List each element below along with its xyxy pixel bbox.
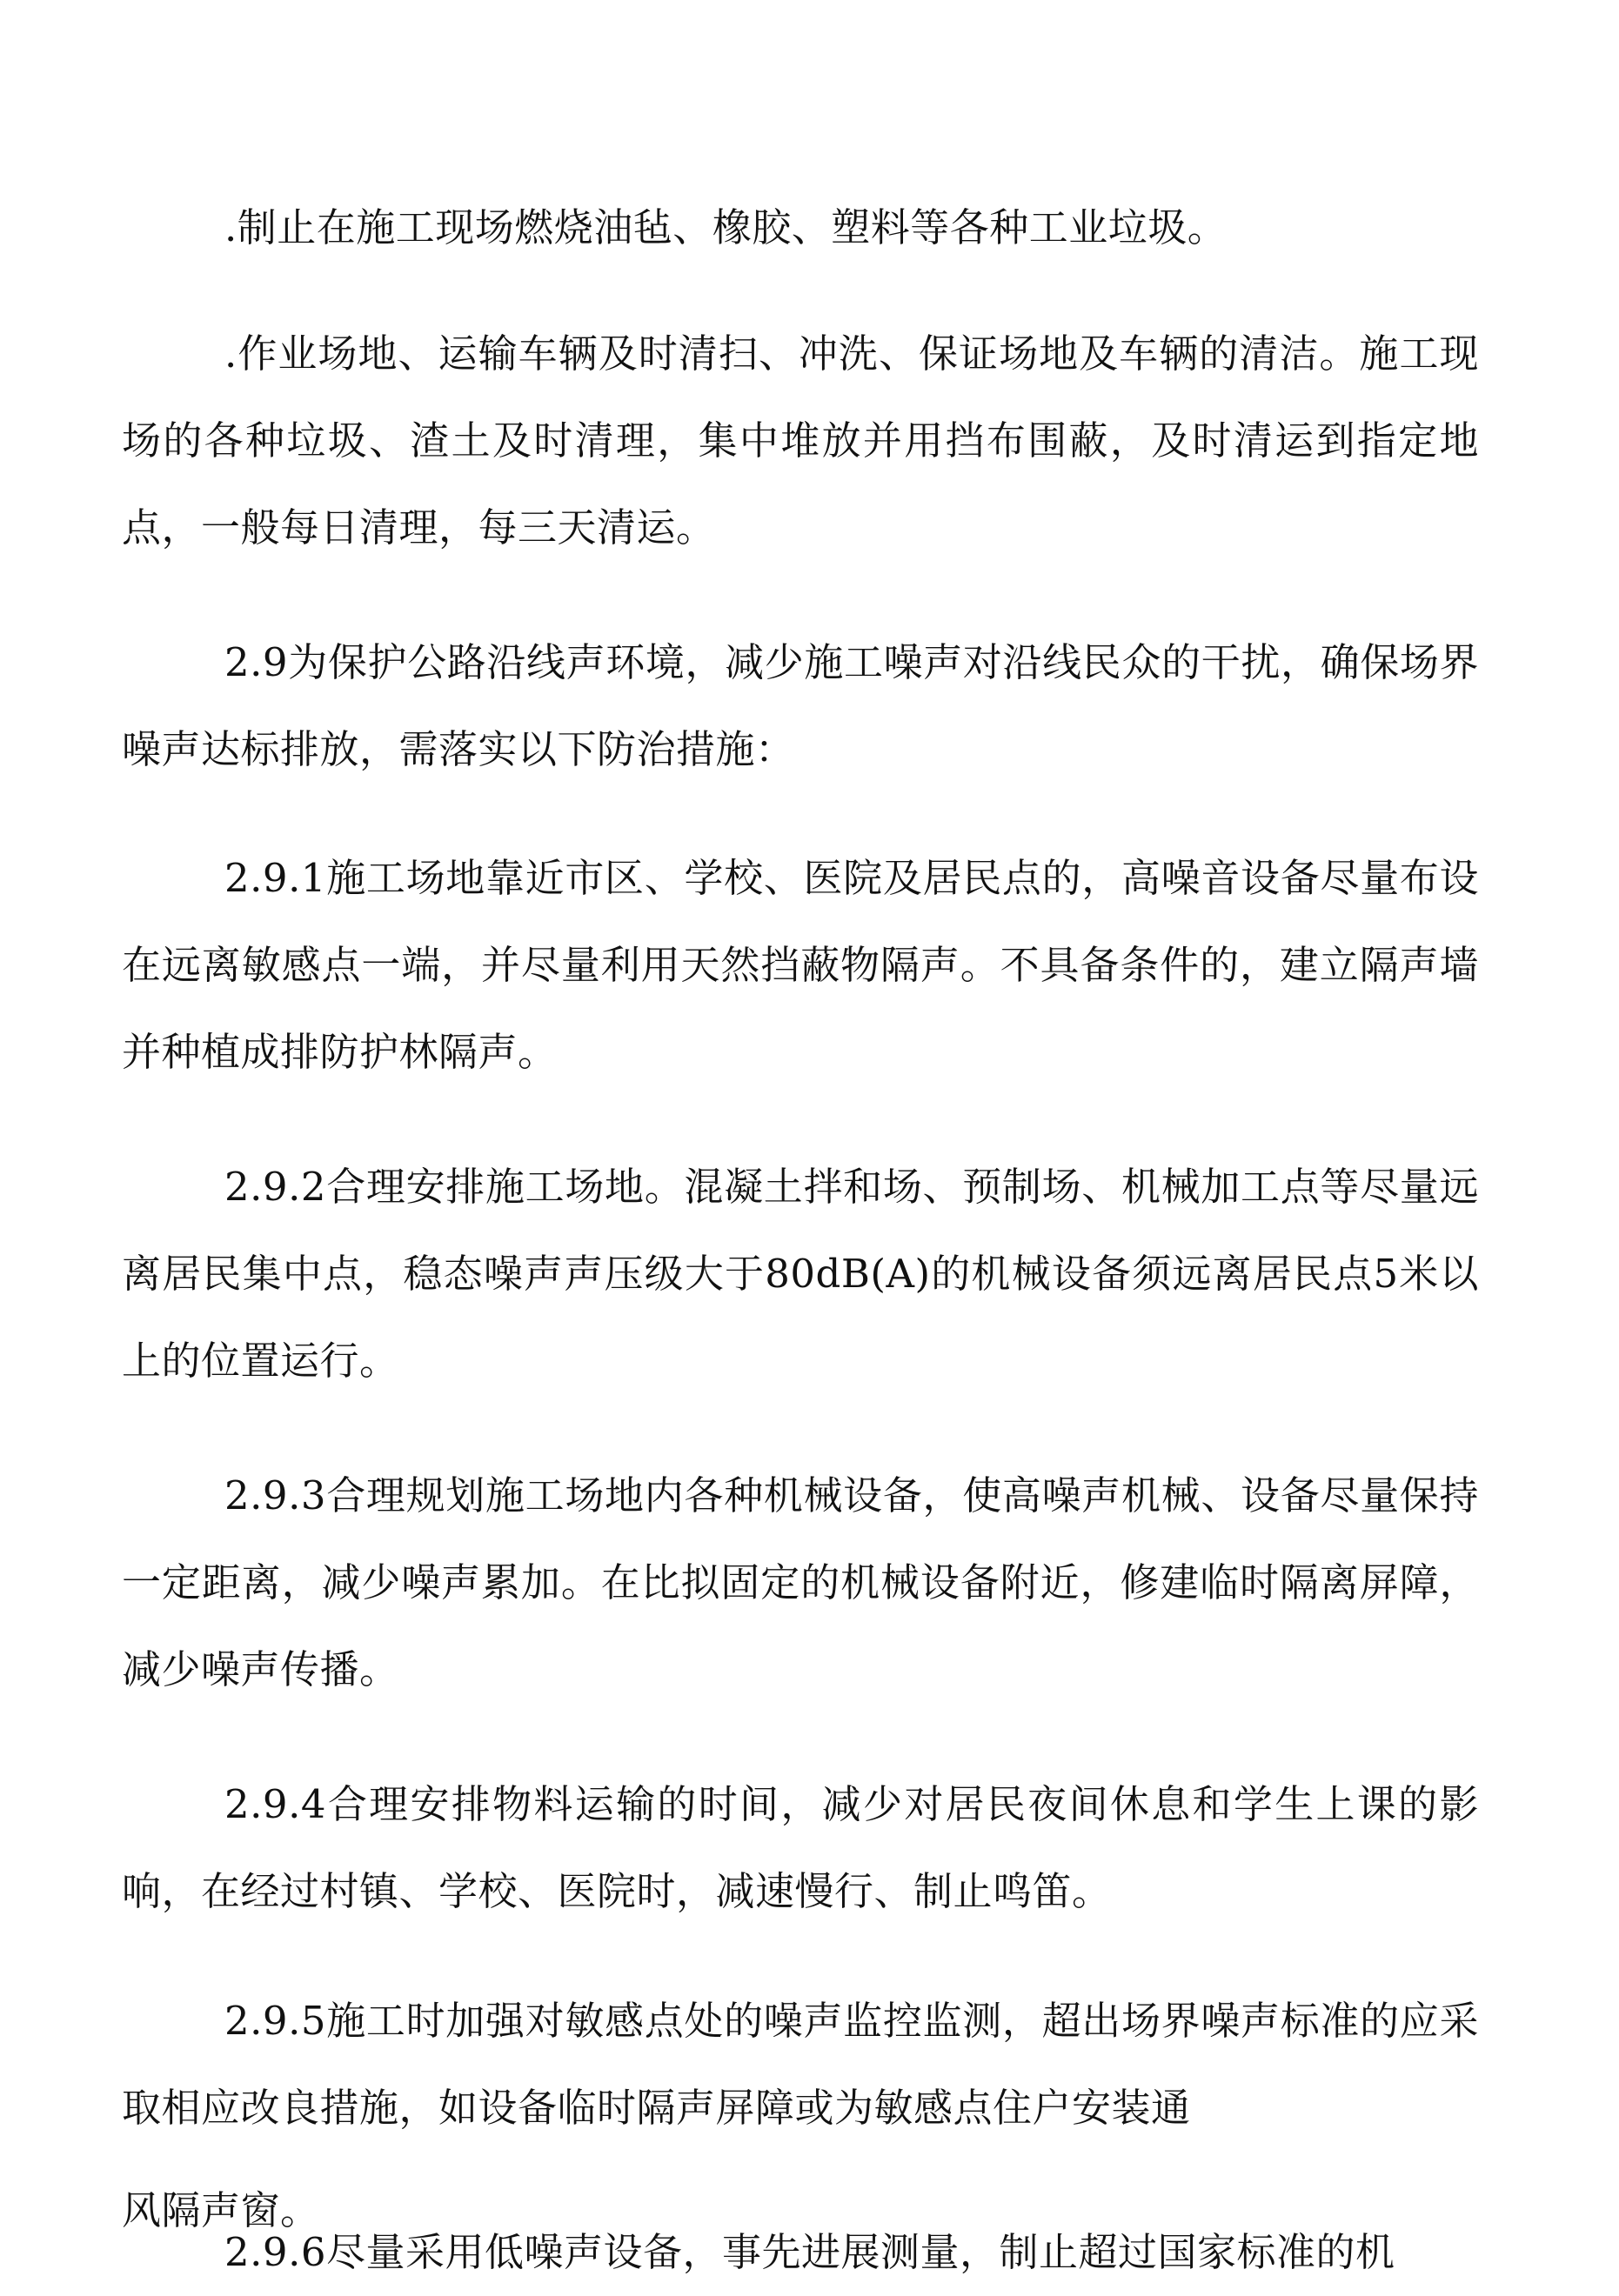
paragraph-7: 2.9.4合理安排物料运输的时间，减少对居民夜间休息和学生上课的影响，在经过村镇、学校、医院时，减速慢行、制止鸣笛。 — [122, 1781, 1479, 1914]
paragraph-8: 2.9.5施工时加强对敏感点处的噪声监控监测，超出场界噪声标准的应采取相应改良措施，如设备临时隔声屏障或为敏感点住户安装通 — [122, 1998, 1479, 2131]
paragraph-2: .作业场地、运输车辆及时清扫、冲洗、保证场地及车辆的清洁。施工现场的各种垃圾、渣土及时清理，集中堆放并用挡布围蔽，及时清运到指定地点，一般每日清理，每三天清运。 — [122, 330, 1479, 551]
paragraph-5: 2.9.2合理安排施工场地。混凝土拌和场、预制场、机械加工点等尽量远离居民集中点，稳态噪声声压级大于80dB(A)的机械设备须远离居民点5米以上的位置运行。 — [122, 1164, 1479, 1384]
paragraph-4: 2.9.1施工场地靠近市区、学校、医院及居民点的，高噪音设备尽量布设在远离敏感点一端，并尽量利用天然挡蔽物隔声。不具备条件的，建立隔声墙并种植成排防护林隔声。 — [122, 855, 1479, 1075]
paragraph-6: 2.9.3合理规划施工场地内各种机械设备，使高噪声机械、设备尽量保持一定距离，减少噪声累加。在比拟固定的机械设备附近，修建临时隔离屏障，减少噪声传播。 — [122, 1472, 1479, 1692]
paragraph-1: .制止在施工现场燃烧油毡、橡胶、塑料等各种工业垃圾。 — [224, 204, 1228, 250]
paragraph-10: 2.9.6尽量采用低噪声设备，事先进展测量，制止超过国家标准的机 — [224, 2229, 1395, 2275]
paragraph-9: 风隔声窗。 — [122, 2187, 320, 2233]
paragraph-3: 2.9为保护公路沿线声环境，减少施工噪声对沿线民众的干扰，确保场界噪声达标排放，需落实以下防治措施： — [122, 639, 1479, 772]
